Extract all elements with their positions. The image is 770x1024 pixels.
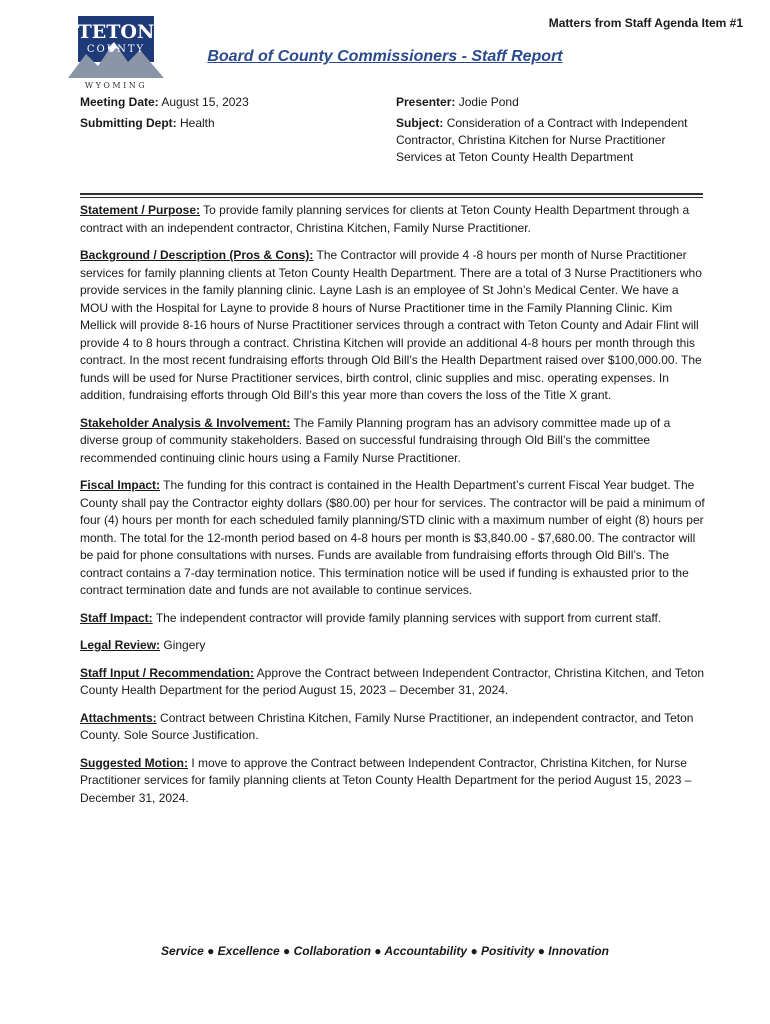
section-heading: Staff Input / Recommendation: [80, 665, 254, 680]
header-divider-thin [80, 197, 703, 198]
section-text: The independent contractor will provide family planning services with support from current staff. [155, 610, 662, 625]
section-fiscal-impact [80, 477, 705, 600]
section-text: Gingery [163, 638, 206, 652]
meeting-date-value: August 15, 2023 [161, 95, 249, 109]
report-body [80, 202, 705, 817]
header-divider-thick [80, 193, 703, 195]
section-attachments [80, 710, 705, 745]
footer-values: Service ● Excellence ● Collaboration ● Accountability ● Positivity ● Innovation [161, 944, 609, 958]
subject-row [396, 115, 696, 166]
section-text: The funding for this contract is contained in the Health Department’s current Fiscal Year budget. The County shall pay the Contractor eighty dollars ($80.00) per hour for services. The contractor will be paid a minimum of four (4) hours per month for each scheduled family planning/STD clinic with a maximum number of eight (8) hours per month. The total for the 12-month period based on 4-8 hours per month is $3,840.00 - $7,680.00. The contractor will be paid for phone consultations with nurses. Funds are available from fundraising efforts through Old Bill’s. The contract contains a 7-day termination notice. This termination notice will be used if funding is exhausted prior to the contract termination date and funds are not available to continue services. [80, 478, 705, 597]
section-heading: Attachments: [80, 710, 157, 725]
section-heading: Stakeholder Analysis & Involvement: [80, 415, 291, 430]
section-text: The Contractor will provide 4 -8 hours per month of Nurse Practitioner services for family planning clients at Teton County Health Department. There are a total of 3 Nurse Practitioners who provide services in the family planning clinic. Layne Lash is an employee of St John’s Medical Center. We have a MOU with the Hospital for Layne to provide 8 hours of Nurse Practitioner time in the Family Planning Clinic. Kim Mellick will provide 8-16 hours of Nurse Practitioner services through a contract with Teton County and Adair Flint will provide 4 to 8 hours through a contract. Christina Kitchen will provide an additional 4-8 hours per month through this contract. In the most recent fundraising efforts through Old Bill’s the Health Department raised over $100,000.00. The funds will be used for Nurse Practitioner services, birth control, clinic supplies and misc. operating expenses. In addition, fundraising efforts through Old Bill’s this year more than covers the loss of the Title X grant. [80, 248, 702, 402]
report-title: Board of County Commissioners - Staff Report [207, 48, 563, 65]
presenter-row [396, 94, 696, 111]
logo-text-wyoming: WYOMING [84, 81, 148, 90]
meeting-date-row [80, 94, 380, 111]
section-stakeholder-analysis [80, 415, 705, 468]
subject-value: Consideration of a Contract with Independent Contractor, Christina Kitchen for Nurse Practitioner Services at Teton County Health Department [396, 116, 688, 164]
section-text: I move to approve the Contract between Independent Contractor, Christina Kitchen, for Nurse Practitioner services for family planning clients at Teton County Health Department for the period August 15, 2023 – December 31, 2024. [80, 755, 692, 805]
section-text: The Family Planning program has an advisory committee made up of a diverse group of community stakeholders. Based on successful fundraising through Old Bill’s the committee recommended continuing clinic hours using a Family Nurse Practitioner. [80, 415, 671, 465]
section-heading: Staff Impact: [80, 610, 153, 625]
dept-value: Health [180, 116, 215, 130]
dept-label: Submitting Dept: [80, 116, 177, 130]
section-suggested-motion [80, 755, 705, 808]
section-legal-review [80, 637, 705, 655]
section-statement-purpose [80, 202, 705, 237]
agenda-item-tag: Matters from Staff Agenda Item #1 [548, 16, 743, 30]
meeting-date-label: Meeting Date: [80, 95, 159, 109]
section-heading: Background / Description (Pros & Cons): [80, 248, 314, 262]
section-heading: Legal Review: [80, 638, 161, 652]
section-text: Approve the Contract between Independent Contractor, Christina Kitchen, and Teton County Health Department for the period August 15, 2023 – December 31, 2024. [80, 665, 705, 697]
section-heading: Fiscal Impact: [80, 478, 161, 492]
presenter-value: Jodie Pond [458, 95, 519, 109]
section-staff-impact [80, 610, 705, 628]
logo-text-teton: TETON [77, 21, 155, 43]
section-background [80, 247, 705, 405]
dept-row [80, 115, 380, 132]
section-text: To provide family planning services for clients at Teton County Health Department through a contract with an independent contractor, Christina Kitchen, Family Nurse Practitioner. [80, 203, 690, 235]
section-heading: Suggested Motion: [80, 755, 188, 770]
section-heading: Statement / Purpose: [80, 203, 201, 217]
meta-right-column [396, 94, 696, 170]
section-staff-recommendation [80, 665, 705, 700]
subject-label: Subject: [396, 116, 444, 130]
logo-text-county: COUNTY [86, 44, 146, 55]
presenter-label: Presenter: [396, 95, 456, 109]
section-text: Contract between Christina Kitchen, Family Nurse Practitioner, an independent contractor, and Teton County. Sole Source Justification. [80, 710, 694, 742]
meta-left-column [80, 94, 380, 136]
